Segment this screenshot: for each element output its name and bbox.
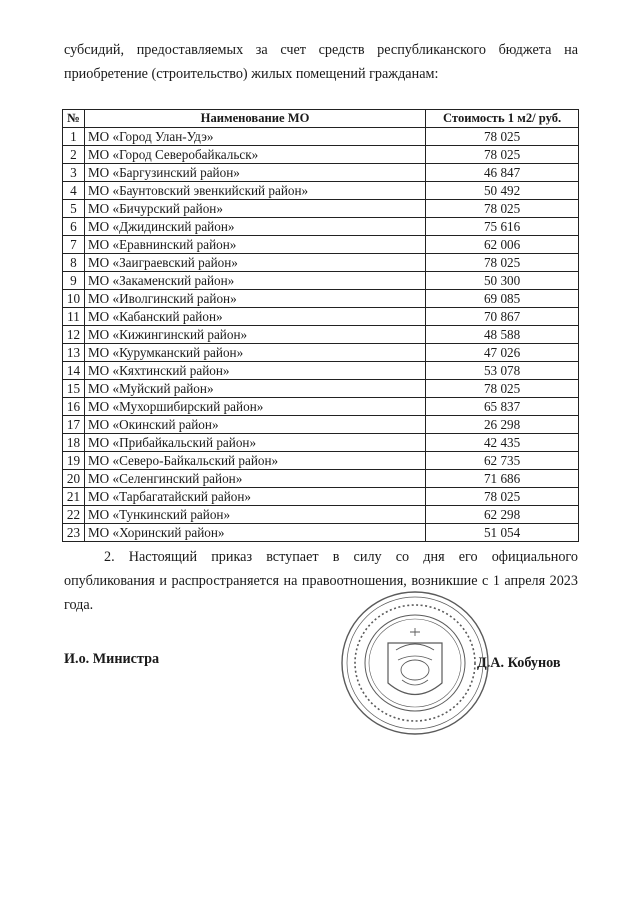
- row-mo-name: МО «Кяхтинский район»: [84, 362, 425, 380]
- header-cost: Стоимость 1 м2/ руб.: [426, 110, 579, 128]
- row-cost: 26 298: [426, 416, 579, 434]
- table-row: [63, 398, 579, 416]
- table-row: [63, 434, 579, 452]
- intro-line-2: приобретение (строительство) жилых помещений гражданам:: [64, 66, 439, 82]
- table-row: [63, 380, 579, 398]
- table-row: [63, 506, 579, 524]
- table-row: [63, 236, 579, 254]
- row-number: 11: [63, 308, 85, 326]
- row-mo-name: МО «Мухоршибирский район»: [84, 398, 425, 416]
- row-number: 9: [63, 272, 85, 290]
- row-mo-name: МО «Город Улан-Удэ»: [84, 128, 425, 146]
- row-number: 20: [63, 470, 85, 488]
- signatory-name: Д.А. Кобунов: [477, 655, 561, 671]
- row-cost: 46 847: [426, 164, 579, 182]
- row-cost: 78 025: [426, 128, 579, 146]
- row-mo-name: МО «Заиграевский район»: [84, 254, 425, 272]
- table-row: [63, 218, 579, 236]
- row-mo-name: МО «Джидинский район»: [84, 218, 425, 236]
- row-cost: 71 686: [426, 470, 579, 488]
- row-mo-name: МО «Курумканский район»: [84, 344, 425, 362]
- table-row: [63, 164, 579, 182]
- row-mo-name: МО «Бичурский район»: [84, 200, 425, 218]
- row-mo-name: МО «Баргузинский район»: [84, 164, 425, 182]
- table-row: [63, 200, 579, 218]
- row-cost: 48 588: [426, 326, 579, 344]
- row-number: 7: [63, 236, 85, 254]
- row-number: 22: [63, 506, 85, 524]
- row-cost: 75 616: [426, 218, 579, 236]
- row-mo-name: МО «Хоринский район»: [84, 524, 425, 542]
- row-number: 23: [63, 524, 85, 542]
- row-cost: 51 054: [426, 524, 579, 542]
- table-row: [63, 290, 579, 308]
- row-number: 17: [63, 416, 85, 434]
- row-number: 19: [63, 452, 85, 470]
- table-row: [63, 416, 579, 434]
- table-row: [63, 488, 579, 506]
- row-number: 1: [63, 128, 85, 146]
- row-number: 13: [63, 344, 85, 362]
- row-cost: 62 298: [426, 506, 579, 524]
- row-mo-name: МО «Прибайкальский район»: [84, 434, 425, 452]
- row-mo-name: МО «Кабанский район»: [84, 308, 425, 326]
- row-mo-name: МО «Тарбагатайский район»: [84, 488, 425, 506]
- row-mo-name: МО «Северо-Байкальский район»: [84, 452, 425, 470]
- row-mo-name: МО «Тункинский район»: [84, 506, 425, 524]
- table-row: [63, 470, 579, 488]
- row-number: 16: [63, 398, 85, 416]
- table-row: [63, 146, 579, 164]
- row-number: 10: [63, 290, 85, 308]
- header-mo-name: Наименование МО: [84, 110, 425, 128]
- table-body: [63, 128, 579, 542]
- intro-line-1: субсидий, предоставляемых за счет средств республиканского бюджета на: [64, 42, 578, 58]
- table-row: [63, 362, 579, 380]
- header-number: №: [63, 110, 85, 128]
- signatory-role: И.о. Министра: [64, 651, 160, 667]
- paragraph-2-line-1: 2. Настоящий приказ вступает в силу со дня его официального: [104, 549, 578, 565]
- row-number: 12: [63, 326, 85, 344]
- paragraph-2-line-2: опубликования и распространяется на правоотношения, возникшие с 1 апреля 2023: [64, 573, 578, 589]
- official-round-seal-icon: [338, 588, 492, 738]
- row-mo-name: МО «Баунтовский эвенкийский район»: [84, 182, 425, 200]
- row-number: 3: [63, 164, 85, 182]
- row-cost: 53 078: [426, 362, 579, 380]
- table-row: [63, 272, 579, 290]
- row-cost: 78 025: [426, 254, 579, 272]
- row-cost: 62 006: [426, 236, 579, 254]
- table-row: [63, 182, 579, 200]
- row-mo-name: МО «Город Северобайкальск»: [84, 146, 425, 164]
- row-number: 5: [63, 200, 85, 218]
- row-number: 15: [63, 380, 85, 398]
- table-row: [63, 452, 579, 470]
- table-header-row: [63, 110, 579, 128]
- row-cost: 65 837: [426, 398, 579, 416]
- row-number: 2: [63, 146, 85, 164]
- intro-paragraph: [64, 38, 578, 86]
- row-cost: 62 735: [426, 452, 579, 470]
- row-mo-name: МО «Окинский район»: [84, 416, 425, 434]
- table-row: [63, 524, 579, 542]
- row-number: 18: [63, 434, 85, 452]
- row-number: 6: [63, 218, 85, 236]
- row-cost: 78 025: [426, 200, 579, 218]
- table-row: [63, 254, 579, 272]
- paragraph-2-line-3: года.: [64, 597, 94, 613]
- row-mo-name: МО «Иволгинский район»: [84, 290, 425, 308]
- row-cost: 69 085: [426, 290, 579, 308]
- table-row: [63, 326, 579, 344]
- row-number: 21: [63, 488, 85, 506]
- subsidy-cost-table: [62, 109, 579, 542]
- row-cost: 42 435: [426, 434, 579, 452]
- row-cost: 47 026: [426, 344, 579, 362]
- row-number: 4: [63, 182, 85, 200]
- row-number: 14: [63, 362, 85, 380]
- row-cost: 50 300: [426, 272, 579, 290]
- row-cost: 78 025: [426, 380, 579, 398]
- paragraph-2: [64, 545, 578, 617]
- row-number: 8: [63, 254, 85, 272]
- table-row: [63, 344, 579, 362]
- row-cost: 78 025: [426, 146, 579, 164]
- table-row: [63, 128, 579, 146]
- row-mo-name: МО «Закаменский район»: [84, 272, 425, 290]
- row-mo-name: МО «Кижингинский район»: [84, 326, 425, 344]
- row-cost: 50 492: [426, 182, 579, 200]
- row-mo-name: МО «Селенгинский район»: [84, 470, 425, 488]
- row-cost: 70 867: [426, 308, 579, 326]
- table-row: [63, 308, 579, 326]
- row-mo-name: МО «Еравнинский район»: [84, 236, 425, 254]
- row-cost: 78 025: [426, 488, 579, 506]
- row-mo-name: МО «Муйский район»: [84, 380, 425, 398]
